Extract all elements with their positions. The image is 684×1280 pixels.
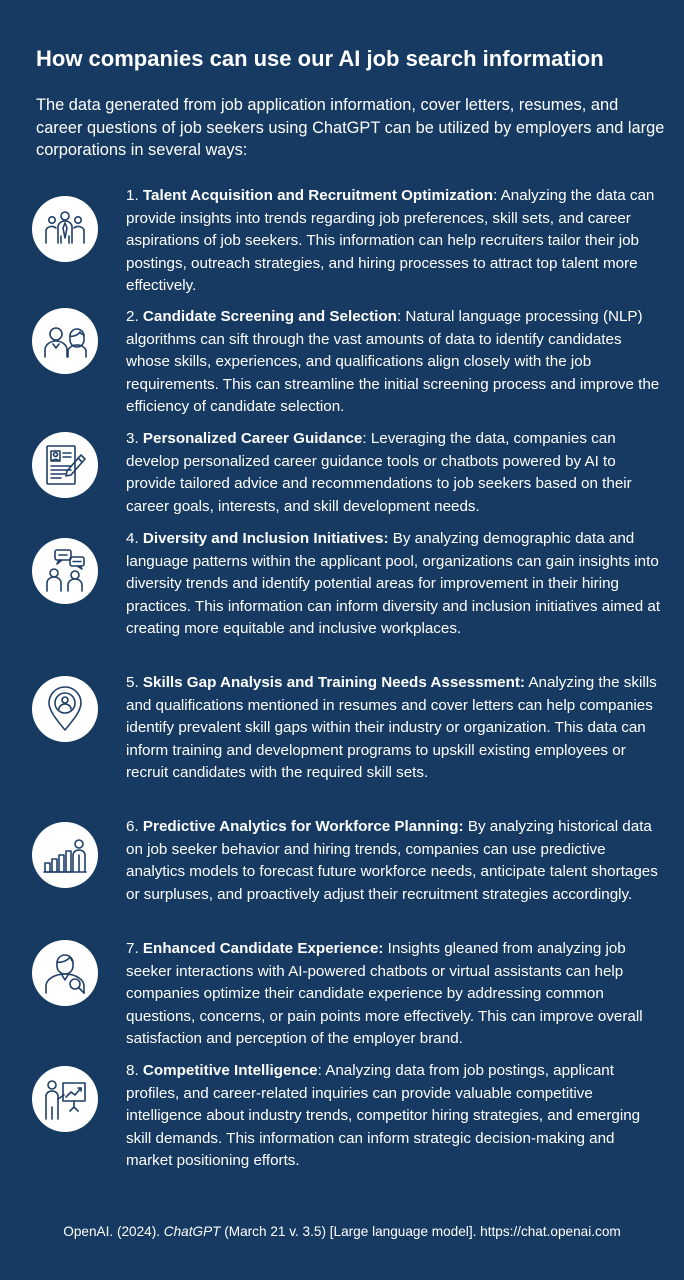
- citation: [0, 1222, 684, 1242]
- citation-prefix: OpenAI. (2024).: [63, 1224, 164, 1239]
- item-heading: Skills Gap Analysis and Training Needs Assessment:: [142, 674, 525, 691]
- two-candidates-icon: [32, 308, 98, 374]
- location-person-icon: [32, 676, 98, 742]
- item-body: : Leveraging the data, companies can develop personalized career guidance tools or chatbots powered by AI to provide tailored advice and recommendations to job seekers based on their career goals, interests, and skill development needs.: [126, 430, 632, 515]
- item-number: 7.: [126, 940, 139, 957]
- group-people-icon: [32, 196, 98, 262]
- item-body: By analyzing historical data on job seeker behavior and hiring trends, companies can use predictive analytics models to forecast future workforce needs, anticipate talent shortages or surpluses, and proactively adjust their recruitment strategies accordingly.: [126, 818, 658, 903]
- item-number: 3.: [126, 430, 139, 447]
- citation-suffix: (March 21 v. 3.5) [Large language model]. https://chat.openai.com: [220, 1224, 621, 1239]
- item-number: 6.: [126, 818, 139, 835]
- item-heading: Personalized Career Guidance: [142, 430, 363, 447]
- item-body: : Analyzing the data can provide insights into trends regarding job preferences, skill sets, and career aspirations of job seekers. This information can help recruiters tailor their job postings, outreach strategies, and hiring processes to attract top talent more effectively.: [126, 187, 655, 295]
- item-heading: Predictive Analytics for Workforce Planning:: [142, 818, 464, 835]
- item-body: : Analyzing data from job postings, applicant profiles, and career-related inquiries can provide valuable competitive intelligence about industry trends, competitor hiring strategies, and emerging skill demands. This information can inform strategic decision-making and market positioning efforts.: [126, 1062, 641, 1170]
- item-heading: Talent Acquisition and Recruitment Optimization: [142, 187, 494, 204]
- page-title: How companies can use our AI job search information: [36, 46, 604, 71]
- item-heading: Competitive Intelligence: [142, 1062, 318, 1079]
- growth-bars-person-icon: [32, 822, 98, 888]
- item-heading: Diversity and Inclusion Initiatives:: [142, 530, 389, 547]
- item-number: 8.: [126, 1062, 139, 1079]
- presenter-chart-icon: [32, 1066, 98, 1132]
- item-heading: Enhanced Candidate Experience:: [142, 940, 384, 957]
- item-body: By analyzing demographic data and language patterns within the applicant pool, organizations can gain insights into diversity trends and identify potential areas for improvement in their hiring practices. This information can inform diversity and inclusion initiatives aimed at creating more equitable and inclusive workplaces.: [126, 530, 661, 638]
- item-heading: Candidate Screening and Selection: [142, 308, 397, 325]
- resume-pen-icon: [32, 432, 98, 498]
- item-number: 4.: [126, 530, 139, 547]
- item-body: : Natural language processing (NLP) algorithms can sift through the vast amounts of data to identify candidates whose skills, experiences, and qualifications align closely with the job requirements. This can streamline the initial screening process and improve the efficiency of candidate selection.: [126, 308, 660, 416]
- citation-work: ChatGPT: [163, 1224, 221, 1239]
- item-body: Insights gleaned from analyzing job seeker interactions with AI-powered chatbots or virtual assistants can help companies optimize their candidate experience by addressing common questions, concerns, or pain points more effectively. This can improve overall satisfaction and perception of the employer brand.: [126, 940, 643, 1048]
- people-chat-icon: [32, 538, 98, 604]
- item-number: 1.: [126, 187, 139, 204]
- item-number: 5.: [126, 674, 139, 691]
- item-body: Analyzing the skills and qualifications mentioned in resumes and cover letters can help companies identify prevalent skill gaps within their industry or organization. This data can inform training and development programs to upskill existing employees or recruit candidates with the required skill sets.: [126, 674, 657, 782]
- item-number: 2.: [126, 308, 139, 325]
- intro-paragraph: The data generated from job application information, cover letters, resumes, and career questions of job seekers using ChatGPT can be utilized by employers and large corporations in several ways:: [36, 96, 665, 159]
- person-magnifier-icon: [32, 940, 98, 1006]
